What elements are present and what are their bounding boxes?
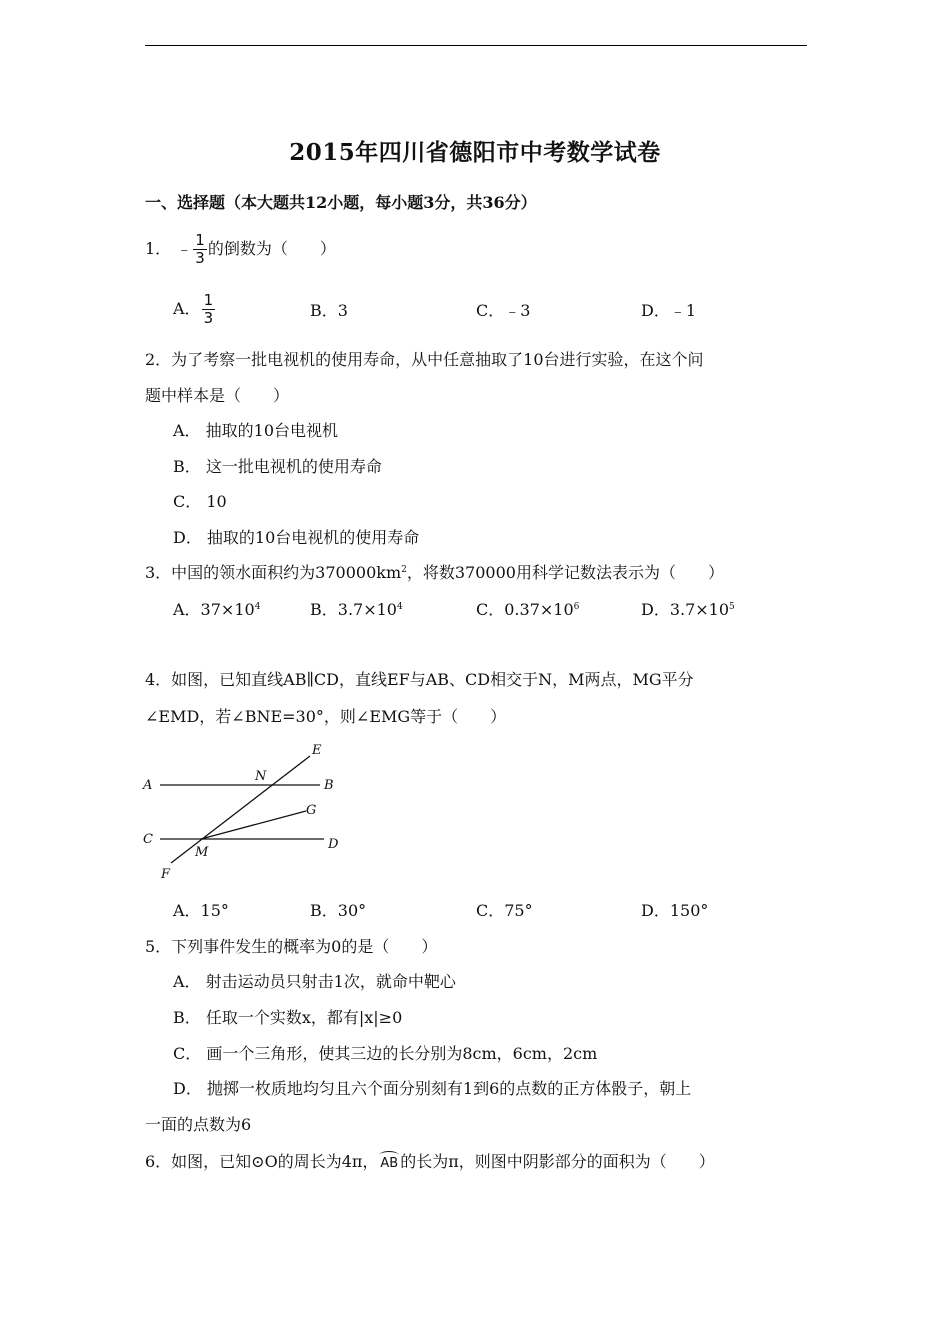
q3-option-c-exp: 6 bbox=[573, 602, 580, 612]
q4-option-b: B．30° bbox=[310, 901, 367, 920]
q4-line-1: 4．如图，已知直线AB∥CD，直线EF与AB、CD相交于N，M两点，MG平分 bbox=[145, 670, 694, 689]
q1-option-a-label: A． bbox=[173, 299, 201, 318]
q3-text-pre: 3．中国的领水面积约为370000km bbox=[145, 563, 402, 582]
q1-number: 1． bbox=[145, 239, 172, 258]
q3-option-a bbox=[173, 597, 260, 620]
q3-text-post: ，将数370000用科学记数法表示为（ ） bbox=[406, 563, 724, 582]
q2-line-1: 2．为了考察一批电视机的使用寿命，从中任意抽取了10台进行实验，在这个问 bbox=[145, 350, 704, 369]
q3-option-d bbox=[641, 597, 735, 620]
q1-option-b: B．3 bbox=[310, 301, 348, 320]
q2-option-c: C． 10 bbox=[173, 492, 227, 511]
q5-option-a: A． 射击运动员只射击1次，就命中靶心 bbox=[173, 972, 456, 991]
q3-superscript: 2 bbox=[401, 565, 407, 575]
q6-text-post: 的长为π，则图中阴影部分的面积为（ ） bbox=[400, 1152, 715, 1171]
q2-option-a: A． 抽取的10台电视机 bbox=[173, 421, 339, 440]
q6-arc-ab: AB bbox=[380, 1156, 399, 1171]
q5-option-d: D． 抛掷一枚质地均匀且六个面分别刻有1到6的点数的正方体骰子，朝上 bbox=[173, 1079, 692, 1098]
q1-option-c: C．﹣3 bbox=[476, 301, 531, 320]
q3-option-d-base: D．3.7×10 bbox=[641, 600, 730, 619]
q4-option-d: D．150° bbox=[641, 901, 709, 920]
q1-text: 的倒数为（ ） bbox=[207, 239, 336, 258]
q6-text-pre: 6．如图，已知⊙O的周长为4π， bbox=[145, 1152, 379, 1171]
q1-option-d: D．﹣1 bbox=[641, 301, 697, 320]
page-title: 2015年四川省德阳市中考数学试卷 bbox=[289, 139, 661, 166]
label-g: G bbox=[306, 803, 317, 818]
q1-neg-sign: ﹣ bbox=[176, 239, 193, 258]
q4-option-c: C．75° bbox=[476, 901, 533, 920]
label-a: A bbox=[143, 778, 153, 793]
question-3 bbox=[145, 560, 724, 583]
line-ef bbox=[171, 756, 310, 863]
label-b: B bbox=[324, 778, 334, 793]
q4-option-a: A．15° bbox=[173, 901, 229, 920]
q3-option-a-exp: 4 bbox=[254, 602, 261, 612]
q1-option-a-num: 1 bbox=[203, 291, 214, 309]
label-f: F bbox=[161, 867, 171, 882]
section-heading: 一、选择题（本大题共12小题，每小题3分，共36分） bbox=[145, 193, 537, 212]
q1-frac-den: 3 bbox=[195, 249, 205, 267]
question-1 bbox=[145, 232, 336, 267]
q5-option-b: B． 任取一个实数x，都有|x|≥0 bbox=[173, 1008, 403, 1027]
label-n: N bbox=[255, 769, 267, 784]
q2-option-b: B． 这一批电视机的使用寿命 bbox=[173, 457, 382, 476]
ray-mg bbox=[201, 811, 306, 839]
question-6 bbox=[145, 1149, 715, 1172]
q4-line-2: ∠EMD，若∠BNE=30°，则∠EMG等于（ ） bbox=[145, 707, 507, 726]
q3-option-b-base: B．3.7×10 bbox=[310, 600, 397, 619]
q3-option-c bbox=[476, 597, 579, 620]
q1-option-a-fraction bbox=[202, 292, 216, 327]
q5-option-c: C． 画一个三角形，使其三边的长分别为8cm，6cm，2cm bbox=[173, 1044, 598, 1063]
q3-option-d-exp: 5 bbox=[729, 602, 735, 612]
q5-option-d-continued: 一面的点数为6 bbox=[145, 1115, 252, 1134]
label-c: C bbox=[143, 832, 153, 847]
header-rule bbox=[145, 45, 807, 46]
q3-option-c-base: C．0.37×10 bbox=[476, 600, 574, 619]
q2-line-2: 题中样本是（ ） bbox=[145, 386, 290, 405]
q1-option-a bbox=[173, 292, 216, 327]
q3-option-a-base: A．37×10 bbox=[173, 600, 255, 619]
q2-option-d: D． 抽取的10台电视机的使用寿命 bbox=[173, 528, 420, 547]
q4-figure bbox=[138, 738, 358, 884]
q1-option-a-den: 3 bbox=[203, 309, 214, 327]
q1-fraction bbox=[193, 232, 207, 267]
q1-frac-num: 1 bbox=[195, 231, 205, 249]
label-d: D bbox=[328, 837, 339, 852]
q3-option-b bbox=[310, 597, 403, 620]
label-m: M bbox=[195, 845, 209, 860]
q3-option-b-exp: 4 bbox=[396, 602, 403, 612]
q5-line-1: 5．下列事件发生的概率为0的是（ ） bbox=[145, 937, 438, 956]
label-e: E bbox=[312, 743, 322, 758]
